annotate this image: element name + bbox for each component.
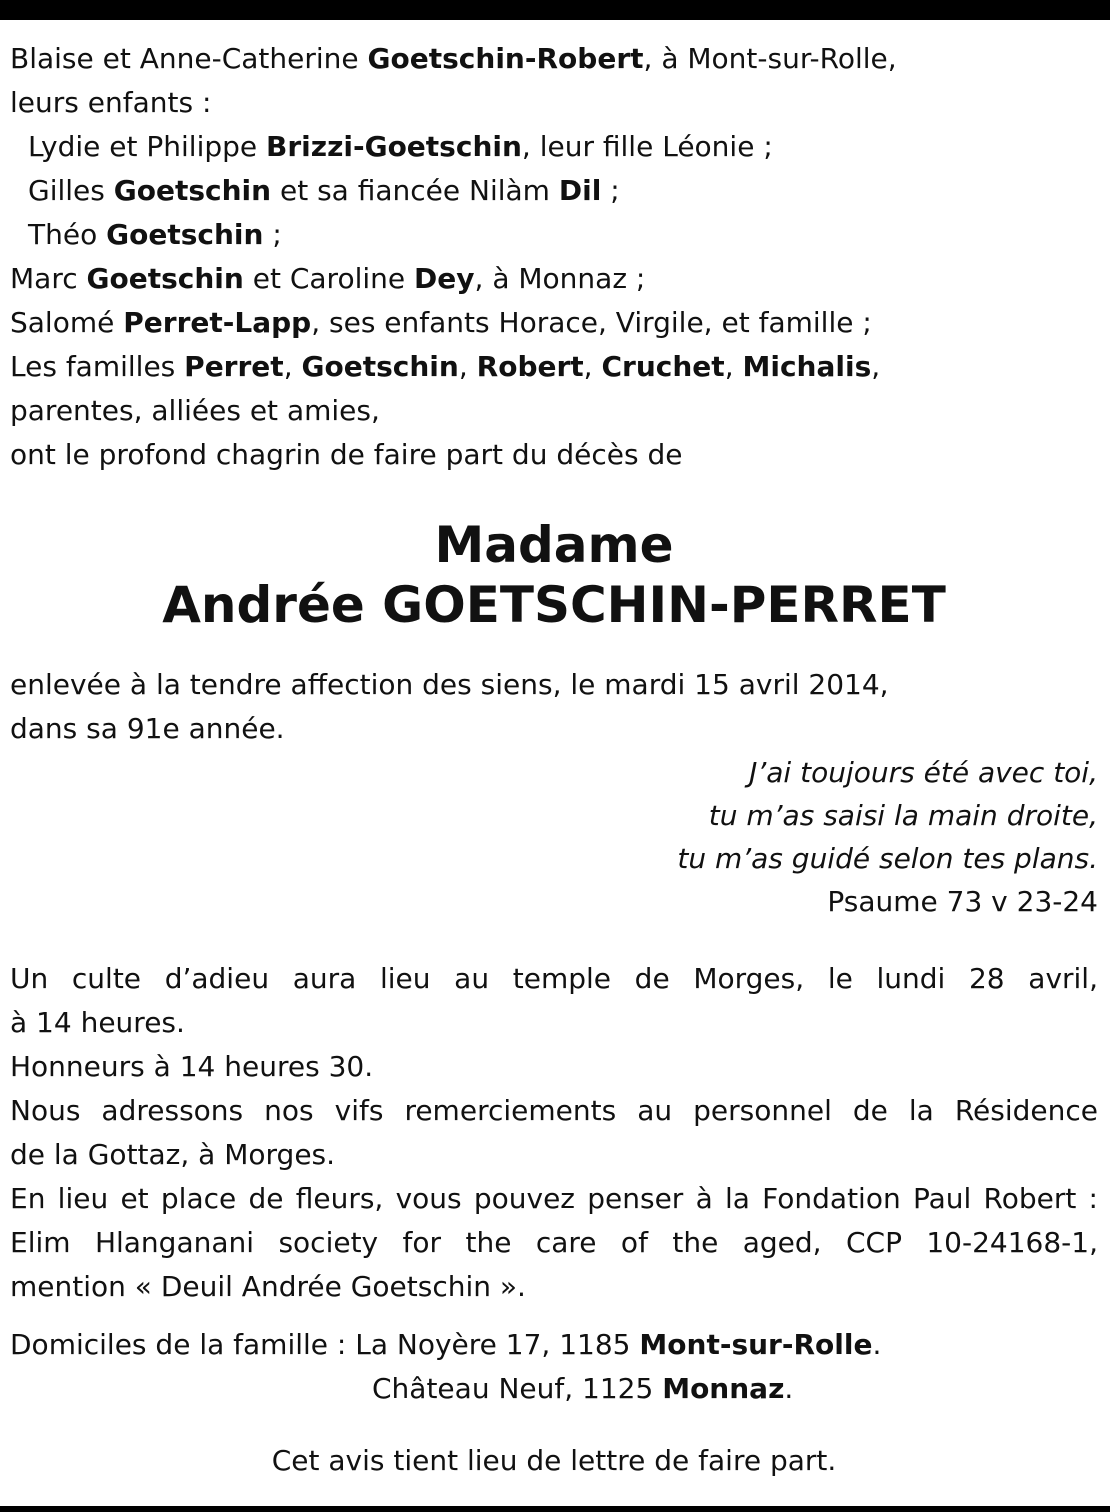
- ceremony-line: de la Gottaz, à Morges.: [10, 1138, 336, 1171]
- family-name: Goetschin-Robert: [367, 42, 644, 75]
- separator: ,: [724, 350, 743, 383]
- text: Marc: [10, 262, 87, 295]
- text: Gilles: [28, 174, 114, 207]
- spacer: [10, 1309, 1098, 1323]
- family-name: Robert: [476, 350, 584, 383]
- separator: ,: [283, 350, 302, 383]
- bottom-border-bar: [0, 1506, 1110, 1512]
- ceremony-line: En lieu et place de fleurs, vous pouvez penser à la Fondation Paul Robert :: [10, 1182, 1098, 1215]
- family-name: Goetschin: [106, 218, 264, 251]
- scripture-quote-line: J’ai toujours été avec toi,: [749, 756, 1098, 789]
- death-details-line: dans sa 91e année.: [10, 712, 285, 745]
- address-city: Monnaz: [662, 1372, 785, 1405]
- family-line: [10, 213, 1098, 257]
- separator: ,: [583, 350, 602, 383]
- family-line: [10, 345, 1098, 389]
- family-line: [10, 37, 1098, 81]
- address-street: Château Neuf, 1125: [372, 1372, 663, 1405]
- family-name: Brizzi-Goetschin: [266, 130, 522, 163]
- text: Les familles: [10, 350, 185, 383]
- address-line: [10, 1323, 1098, 1367]
- family-name: Goetschin: [113, 174, 272, 207]
- text: et Caroline: [243, 262, 415, 295]
- top-border-bar: [0, 0, 1110, 20]
- spacer: [10, 923, 1098, 957]
- scripture-reference: Psaume 73 v 23-24: [827, 885, 1098, 918]
- family-name: Perret: [184, 350, 284, 383]
- family-name: Dil: [558, 174, 602, 207]
- death-details-line: enlevée à la tendre affection des siens, le mardi 15 avril 2014,: [10, 668, 889, 701]
- family-name: Goetschin: [86, 262, 244, 295]
- ceremony-line: à 14 heures.: [10, 1006, 185, 1039]
- text: Salomé: [10, 306, 124, 339]
- ceremony-line: mention « Deuil Andrée Goetschin ».: [10, 1270, 526, 1303]
- closing-note: Cet avis tient lieu de lettre de faire part.: [271, 1444, 837, 1477]
- address-label: Domiciles de la famille :: [10, 1328, 356, 1361]
- address-street: La Noyère 17, 1185: [355, 1328, 640, 1361]
- text: , à Mont-sur-Rolle,: [643, 42, 897, 75]
- scripture-quote-line: tu m’as saisi la main droite,: [708, 799, 1098, 832]
- address-city: Mont-sur-Rolle: [639, 1328, 873, 1361]
- text: et sa fiancée Nilàm: [271, 174, 559, 207]
- ceremony-line: Honneurs à 14 heures 30.: [10, 1050, 374, 1083]
- family-name: Cruchet: [601, 350, 725, 383]
- text: , à Monnaz ;: [474, 262, 646, 295]
- deceased-title: Madame: [434, 516, 674, 574]
- text: ,: [871, 350, 881, 383]
- ceremony-line: Un culte d’adieu aura lieu au temple de Morges, le lundi 28 avril,: [10, 962, 1098, 995]
- text: ;: [601, 174, 620, 207]
- family-line: parentes, alliées et amies,: [10, 394, 380, 427]
- text: Blaise et Anne-Catherine: [10, 42, 368, 75]
- family-line: [10, 169, 1098, 213]
- text: .: [872, 1328, 882, 1361]
- ceremony-line: Elim Hlanganani society for the care of the aged, CCP 10-24168-1,: [10, 1226, 1098, 1259]
- ceremony-line: Nous adressons nos vifs remerciements au personnel de la Résidence: [10, 1094, 1098, 1127]
- text: .: [784, 1372, 794, 1405]
- family-line: [10, 301, 1098, 345]
- family-line: [10, 257, 1098, 301]
- announcement-line: ont le profond chagrin de faire part du décès de: [10, 438, 683, 471]
- text: , leur fille Léonie ;: [521, 130, 773, 163]
- family-name: Dey: [414, 262, 475, 295]
- text: Théo: [28, 218, 107, 251]
- family-name: Michalis: [742, 350, 872, 383]
- obituary-notice: [10, 37, 1098, 1483]
- family-name: Goetschin: [301, 350, 459, 383]
- address-line: [10, 1367, 1098, 1411]
- family-name: Perret-Lapp: [123, 306, 312, 339]
- family-line: leurs enfants :: [10, 86, 212, 119]
- text: Lydie et Philippe: [28, 130, 267, 163]
- separator: ,: [458, 350, 477, 383]
- family-line: [10, 125, 1098, 169]
- text: ;: [263, 218, 282, 251]
- scripture-quote-line: tu m’as guidé selon tes plans.: [677, 842, 1098, 875]
- text: , ses enfants Horace, Virgile, et famille ;: [311, 306, 872, 339]
- deceased-name: Andrée GOETSCHIN-PERRET: [162, 576, 946, 634]
